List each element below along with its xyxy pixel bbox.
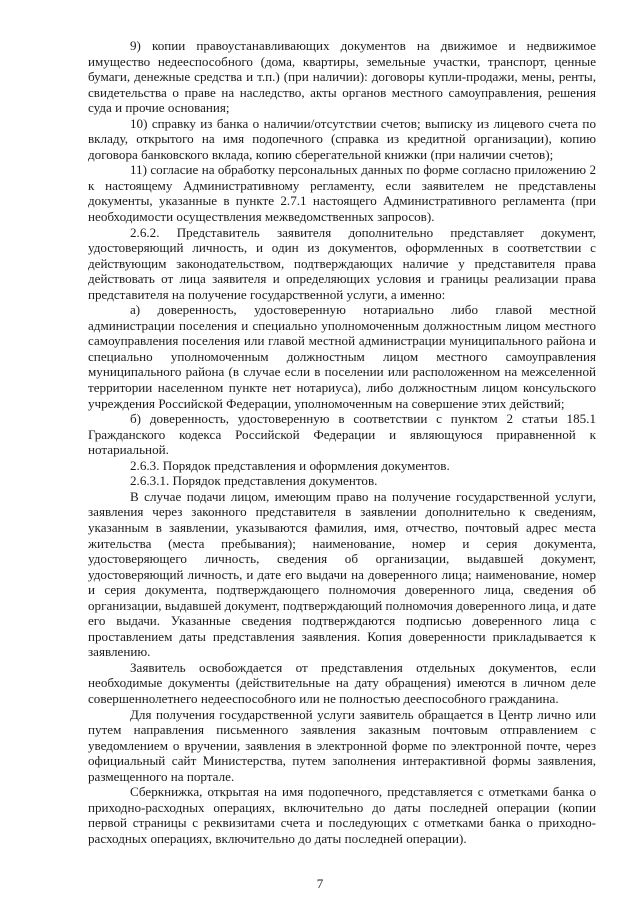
- paragraph-representative-data: В случае подачи лицом, имеющим право на получение государственной услуги, заявления через законного представителя в заявлении дополнительно к сведениям, указанным в заявлении, указываются фамилия, имя, отчество, почтовый адрес места жительства (места пребывания); наименование, номер и серия документа, удостоверяющего личность, сведения об организации, выдавшей документ, удостоверяющий личность, и дате его выдачи на доверенного лица; наименование, номер и серия документа, подтверждающего полномочия доверенного лица, сведения об организации, выдавшей документ, подтверждающий полномочия доверенного лица, и дате его выдачи. Указанные сведения подтверждаются подписью доверенного лица с проставлением даты представления заявления. Копия доверенности прикладывается к заявлению.: [88, 488, 596, 660]
- paragraph-savings-book: Сберкнижка, открытая на имя подопечного, представляется с отметками банка о приходно-расходных операциях, включительно до даты последней операции (копии первой страницы с реквизитами счета и последующих с отметками банка о приходно-расходных операциях, включительно до даты последней операции).: [88, 784, 596, 846]
- paragraph-exemption: Заявитель освобождается от представления отдельных документов, если необходимые документы (действительные на дату обращения) имеются в личном деле совершеннолетнего недееспособного или не полностью дееспособного гражданина.: [88, 659, 596, 706]
- paragraph-2-6-3-1-heading: 2.6.3.1. Порядок представления документов.: [130, 473, 378, 489]
- paragraph-application-methods: Для получения государственной услуги заявитель обращается в Центр лично или путем направления письменного заявления заказным почтовым отправлением с уведомлением о вручении, заявления в электронной форме по электронной почте, через официальный сайт Министерства, путем заполнения интерактивной формы заявления, размещенного на портале.: [88, 706, 596, 784]
- paragraph-item-9: 9) копии правоустанавливающих документов на движимое и недвижимое имущество недееспособного (дома, квартиры, земельные участки, транспорт, ценные бумаги, денежные средства и т.п.) (при наличии): договоры купли-продажи, мены, ренты, свидетельства о праве на наследство, акты органов местного самоуправления, решения суда и прочие основания;: [88, 38, 596, 116]
- paragraph-2-6-3-heading: 2.6.3. Порядок представления и оформления документов.: [130, 457, 450, 473]
- paragraph-item-b: б) доверенность, удостоверенную в соответствии с пунктом 2 статьи 185.1 Гражданского кодекса Российской Федерации и являющуюся приравненной к нотариальной.: [88, 411, 596, 458]
- paragraph-item-11: 11) согласие на обработку персональных данных по форме согласно приложению 2 к настоящему Административному регламенту, если заявителем не представлены документы, указанные в пункте 2.7.1 настоящего Административного регламента (при необходимости осуществления межведомственных запросов).: [88, 162, 596, 225]
- page-number: 7: [316, 876, 324, 891]
- paragraph-item-10: 10) справку из банка о наличии/отсутствии счетов; выписку из лицевого счета по вкладу, открытого на имя подопечного (справка из кредитной организации), копию договора банковского вклада, копию сберегательной книжки (при наличии счетов);: [88, 115, 596, 162]
- document-body: [88, 38, 596, 846]
- paragraph-item-a: а) доверенность, удостоверенную нотариально либо главой местной администрации поселения и специально уполномоченным должностным лицом местного самоуправления поселения или главой местной администрации муниципального района и специально уполномоченным должностным лицом местного самоуправления муниципального района (в случае если в поселении или расположенном на межселенной территории населенном пункте нет нотариуса), либо должностным лицом консульского учреждения Российской Федерации, уполномоченным на совершение этих действий;: [88, 302, 596, 411]
- paragraph-2-6-2: 2.6.2. Представитель заявителя дополнительно представляет документ, удостоверяющий личность, и один из документов, оформленных в соответствии с действующим законодательством, подтверждающих наличие у представителя права действовать от лица заявителя и определяющих условия и границы реализации права представителя на получение государственной услуги, а именно:: [88, 224, 596, 302]
